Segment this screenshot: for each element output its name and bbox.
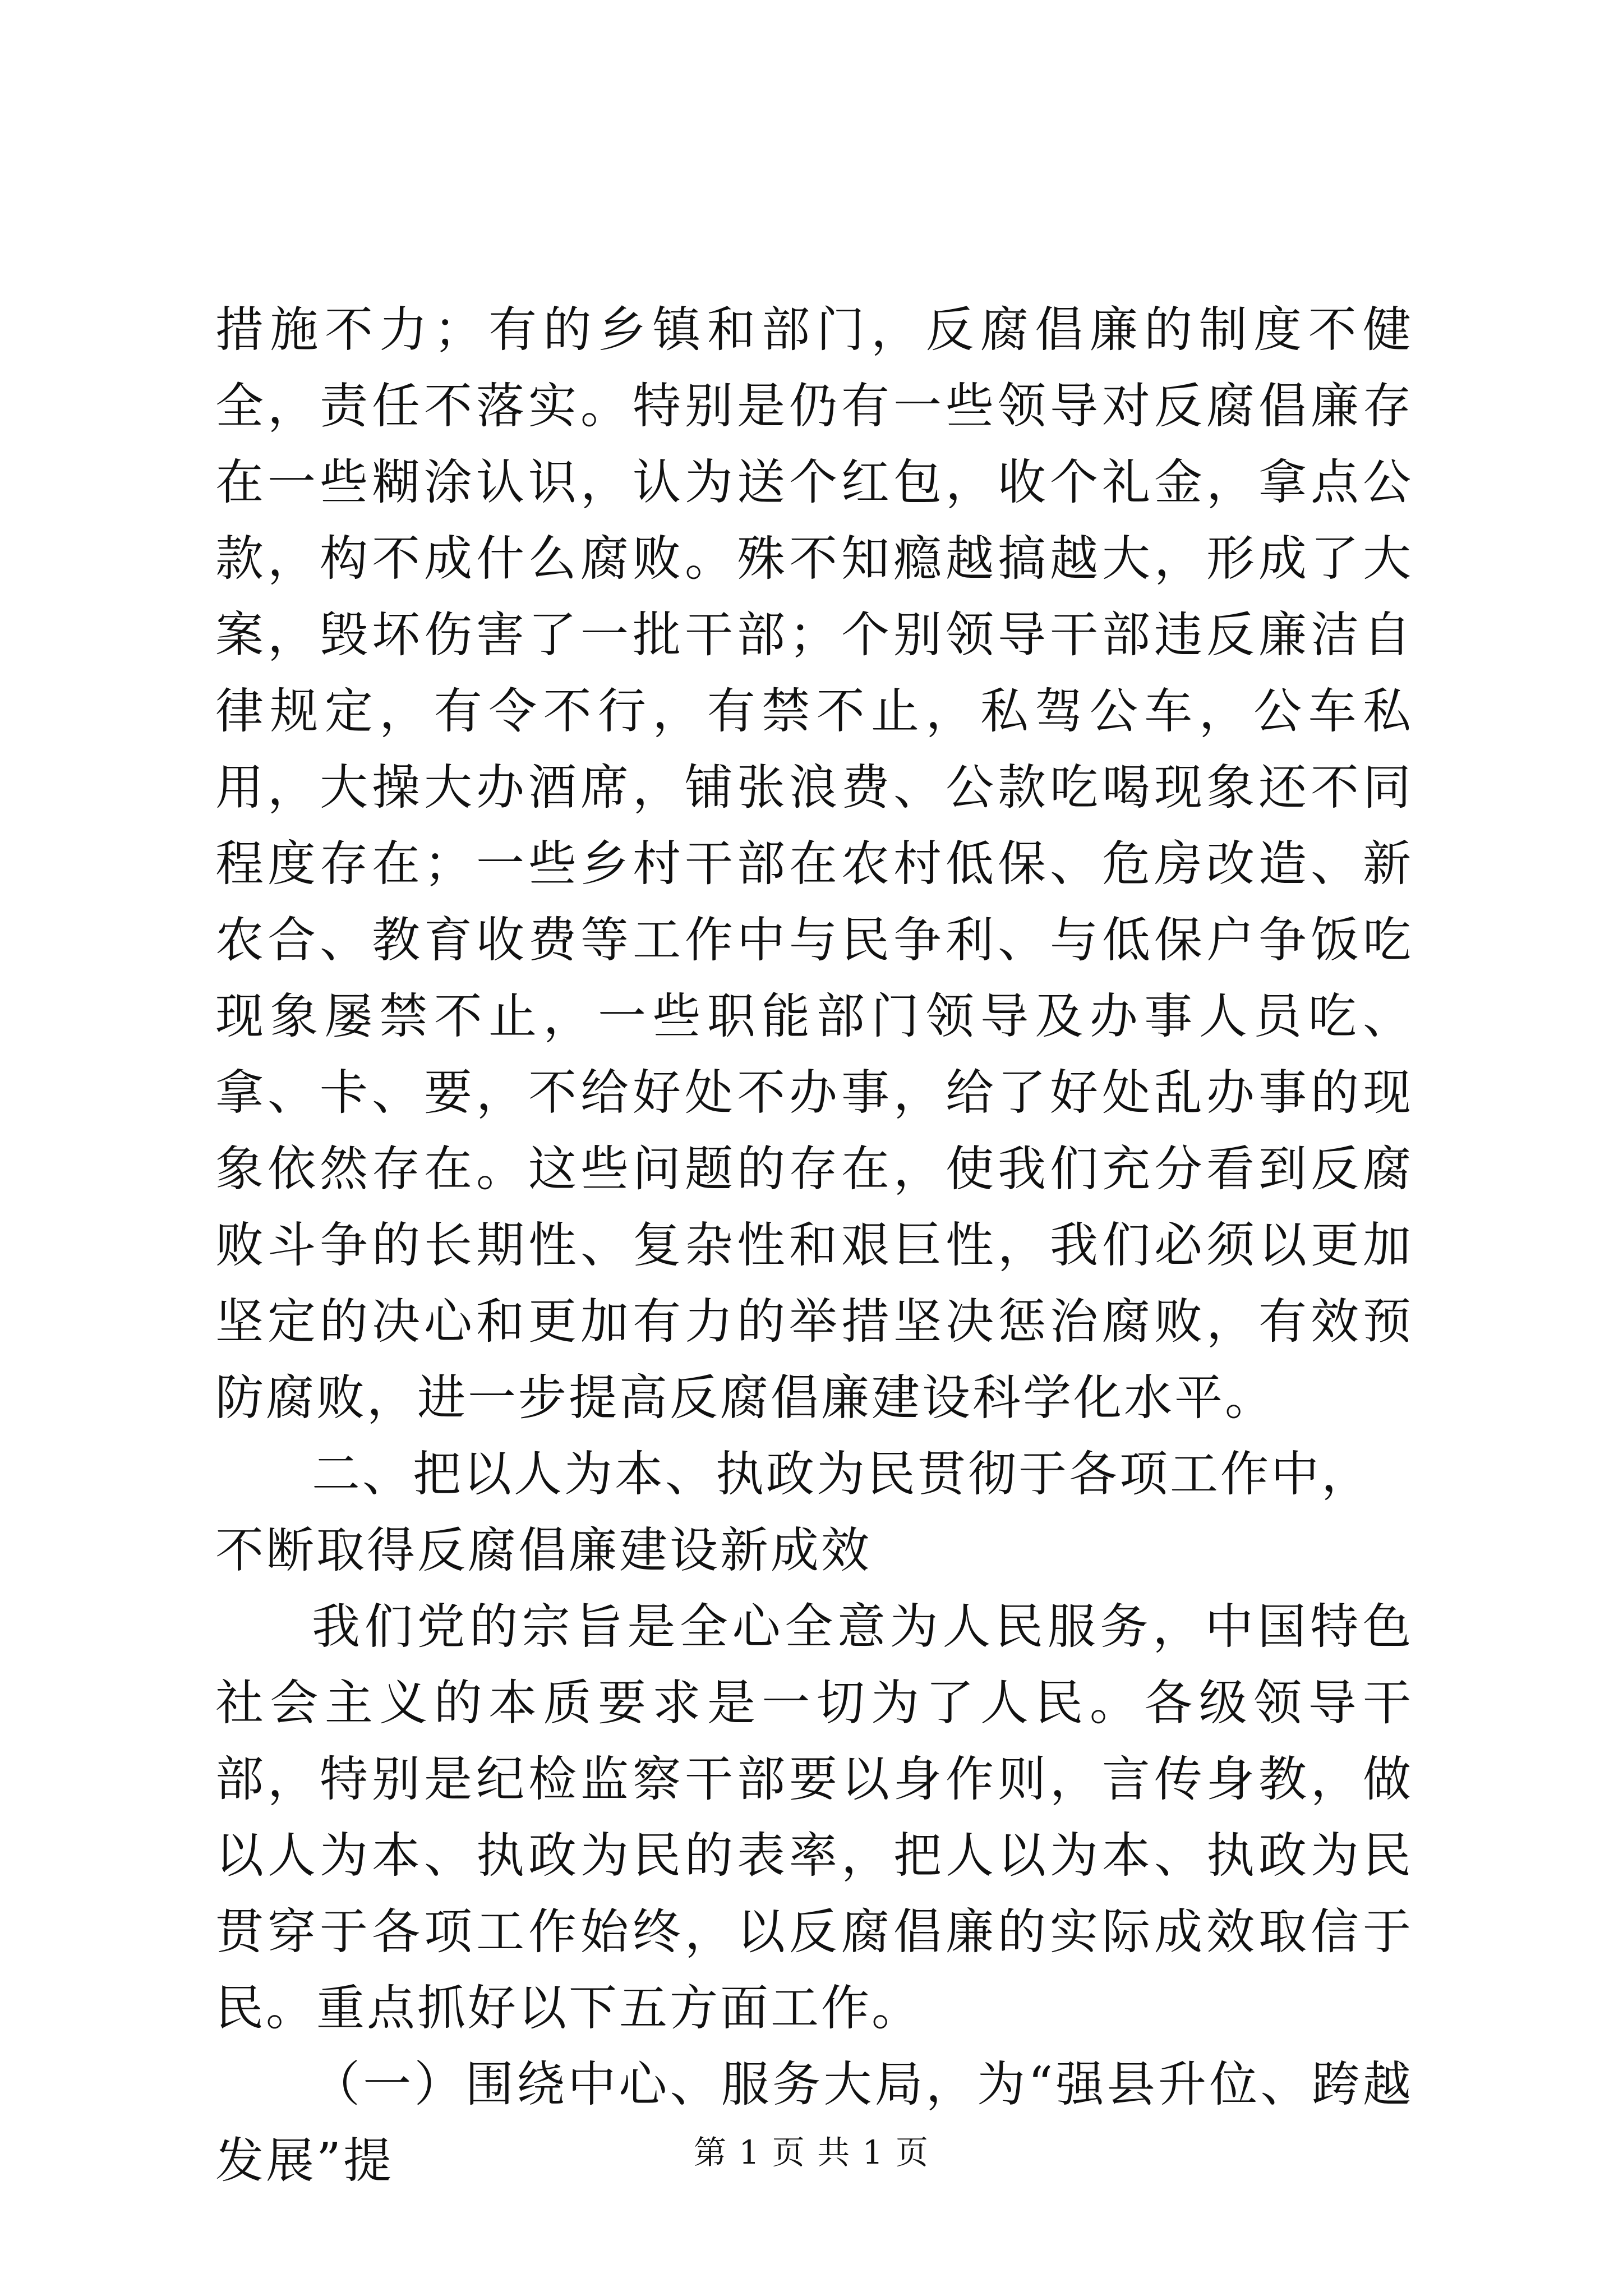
paragraph-party-purpose: 我们党的宗旨是全心全意为人民服务，中国特色社会主义的本质要求是一切为了人民。各级领导干部，特别是纪检监察干部要以身作则，言传身教，做以人为本、执政为民的表率，把人以为本、执政为民贯穿于各项工作始终，以反腐倡廉的实际成效取信于民。重点抓好以下五方面工作。: [215, 1599, 1413, 2036]
page-number-footer: 第 1 页 共 1 页: [694, 2133, 929, 2171]
document-body: [215, 292, 1413, 2199]
paragraph-problems: 措施不力；有的乡镇和部门，反腐倡廉的制度不健全，责任不落实。特别是仍有一些领导对反腐倡廉存在一些糊涂认识，认为送个红包，收个礼金，拿点公款，构不成什么腐败。殊不知瘾越搞越大，形成了大案，毁坏伤害了一批干部；个别领导干部违反廉洁自律规定，有令不行，有禁不止，私驾公车，公车私用，大操大办酒席，铺张浪费、公款吃喝现象还不同程度存在；一些乡村干部在农村低保、危房改造、新农合、教育收费等工作中与民争利、与低保户争饭吃现象屡禁不止，一些职能部门领导及办事人员吃、拿、卡、要，不给好处不办事，给了好处乱办事的现象依然存在。这些问题的存在，使我们充分看到反腐败斗争的长期性、复杂性和艰巨性，我们必须以更加坚定的决心和更加有力的举措坚决惩治腐败，有效预防腐败，进一步提高反腐倡廉建设科学化水平。: [215, 302, 1413, 1426]
paragraph-subsection-1: （一）围绕中心、服务大局，为“强县升位、跨越发展”提: [215, 2056, 1413, 2189]
section-heading-2: 二、把以人为本、执政为民贯彻于各项工作中，不断取得反腐倡廉建设新成效: [215, 1446, 1372, 1579]
